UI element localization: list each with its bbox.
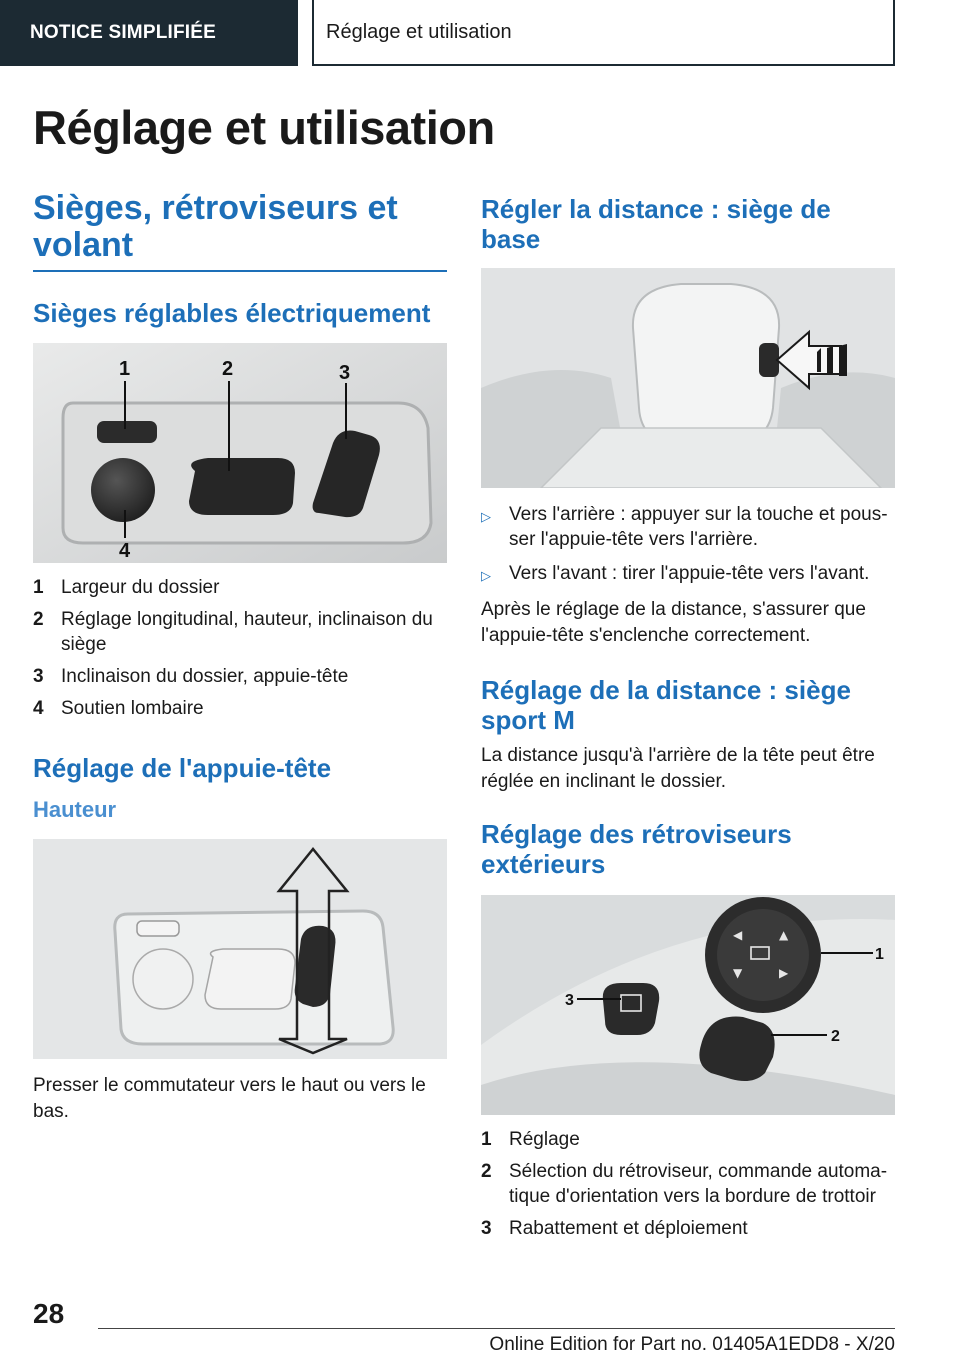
legend-item bbox=[33, 664, 447, 689]
footer-divider bbox=[98, 1328, 895, 1329]
backrest-width-switch bbox=[97, 421, 157, 443]
legend-text: Inclinaison du dossier, appuie-tête bbox=[61, 666, 349, 687]
callout-4: 4 bbox=[119, 540, 131, 562]
header-section bbox=[312, 0, 895, 66]
legend-number: 3 bbox=[481, 1218, 492, 1239]
legend-number: 2 bbox=[33, 609, 44, 630]
lumbar-knob bbox=[91, 458, 155, 522]
callout-2: 2 bbox=[831, 1028, 840, 1045]
svg-text:▲: ▲ bbox=[779, 928, 789, 942]
mirror-select-switch bbox=[699, 1017, 774, 1081]
page-title: Réglage et utilisation bbox=[33, 101, 495, 154]
svg-text:◀: ◀ bbox=[733, 928, 743, 942]
legend-text: Soutien lombaire bbox=[61, 698, 204, 719]
left-column bbox=[33, 190, 447, 1125]
callout-2: 2 bbox=[222, 358, 234, 380]
step-item bbox=[481, 502, 895, 552]
callout-3: 3 bbox=[339, 362, 351, 384]
legend-number: 4 bbox=[33, 698, 44, 719]
distance-steps bbox=[481, 502, 895, 588]
footer-edition: Online Edition for Part no. 01405A1EDD8 - X/20 bbox=[489, 1334, 895, 1355]
svg-text:▶: ▶ bbox=[779, 966, 789, 980]
legend-text: Réglage longitudinal, hauteur, inclinaison du siège bbox=[61, 609, 433, 655]
legend-text: Sélection du rétroviseur, commande automa-tique d'orientation vers la bordure de trottoir bbox=[509, 1161, 888, 1207]
legend-number: 1 bbox=[33, 577, 44, 598]
legend-item bbox=[33, 696, 447, 721]
legend-item bbox=[33, 575, 447, 600]
headrest bbox=[633, 284, 779, 446]
heading-headrest: Réglage de l'appuie-tête bbox=[33, 753, 332, 783]
heading-distance-sport: Réglage de la distance : siège sport M bbox=[481, 675, 851, 735]
legend-item bbox=[481, 1127, 895, 1152]
legend-number: 2 bbox=[481, 1161, 492, 1182]
legend-text: Réglage bbox=[509, 1129, 580, 1150]
triangle-bullet-icon: ▷ bbox=[481, 568, 491, 583]
step-item bbox=[481, 561, 895, 588]
step-text: Vers l'avant : tirer l'appuie-tête vers l'avant. bbox=[509, 563, 870, 584]
legend-item bbox=[481, 1159, 895, 1209]
distance-note: Après le réglage de la distance, s'assurer que l'appuie-tête s'enclenche correctement. bbox=[481, 599, 866, 646]
subheading-height: Hauteur bbox=[33, 797, 117, 822]
sport-seat-note: La distance jusqu'à l'arrière de la tête peut être réglée en inclinant le dossier. bbox=[481, 745, 875, 792]
step-text: Vers l'arrière : appuyer sur la touche et pous-ser l'appuie-tête vers l'arrière. bbox=[509, 504, 888, 550]
heading-mirrors: Réglage des rétroviseurs extérieurs bbox=[481, 819, 792, 879]
seat-adjust-switch bbox=[189, 458, 295, 515]
headrest-distance-illustration bbox=[481, 268, 895, 488]
header-tab bbox=[0, 0, 298, 66]
section-title-seats: Sièges, rétroviseurs et volant bbox=[33, 190, 447, 272]
callout-3: 3 bbox=[565, 992, 574, 1009]
callout-1: 1 bbox=[119, 358, 131, 380]
headrest-instruction: Presser le commutateur vers le haut ou vers le bas. bbox=[33, 1075, 426, 1122]
fold-button bbox=[603, 983, 659, 1035]
heading-electric-seats: Sièges réglables électriquement bbox=[33, 298, 431, 328]
seat-controls-illustration bbox=[33, 343, 447, 563]
mirror-controls-illustration bbox=[481, 895, 895, 1115]
right-column bbox=[481, 190, 895, 1248]
svg-text:▼: ▼ bbox=[733, 966, 743, 980]
callout-1: 1 bbox=[875, 946, 884, 963]
heading-distance-base: Régler la distance : siège de base bbox=[481, 194, 831, 254]
header-tab-label: NOTICE SIMPLIFIÉE bbox=[30, 22, 217, 43]
legend-item bbox=[481, 1216, 895, 1241]
header-section-label: Réglage et utilisation bbox=[326, 20, 512, 43]
legend-text: Rabattement et déploiement bbox=[509, 1218, 748, 1239]
legend-text: Largeur du dossier bbox=[61, 577, 220, 598]
seat-controls-legend bbox=[33, 575, 447, 721]
legend-item bbox=[33, 607, 447, 657]
legend-number: 3 bbox=[33, 666, 44, 687]
headrest-height-illustration bbox=[33, 839, 447, 1059]
legend-number: 1 bbox=[481, 1129, 492, 1150]
triangle-bullet-icon: ▷ bbox=[481, 509, 491, 524]
mirror-controls-legend bbox=[481, 1127, 895, 1241]
page-number: 28 bbox=[33, 1298, 65, 1329]
